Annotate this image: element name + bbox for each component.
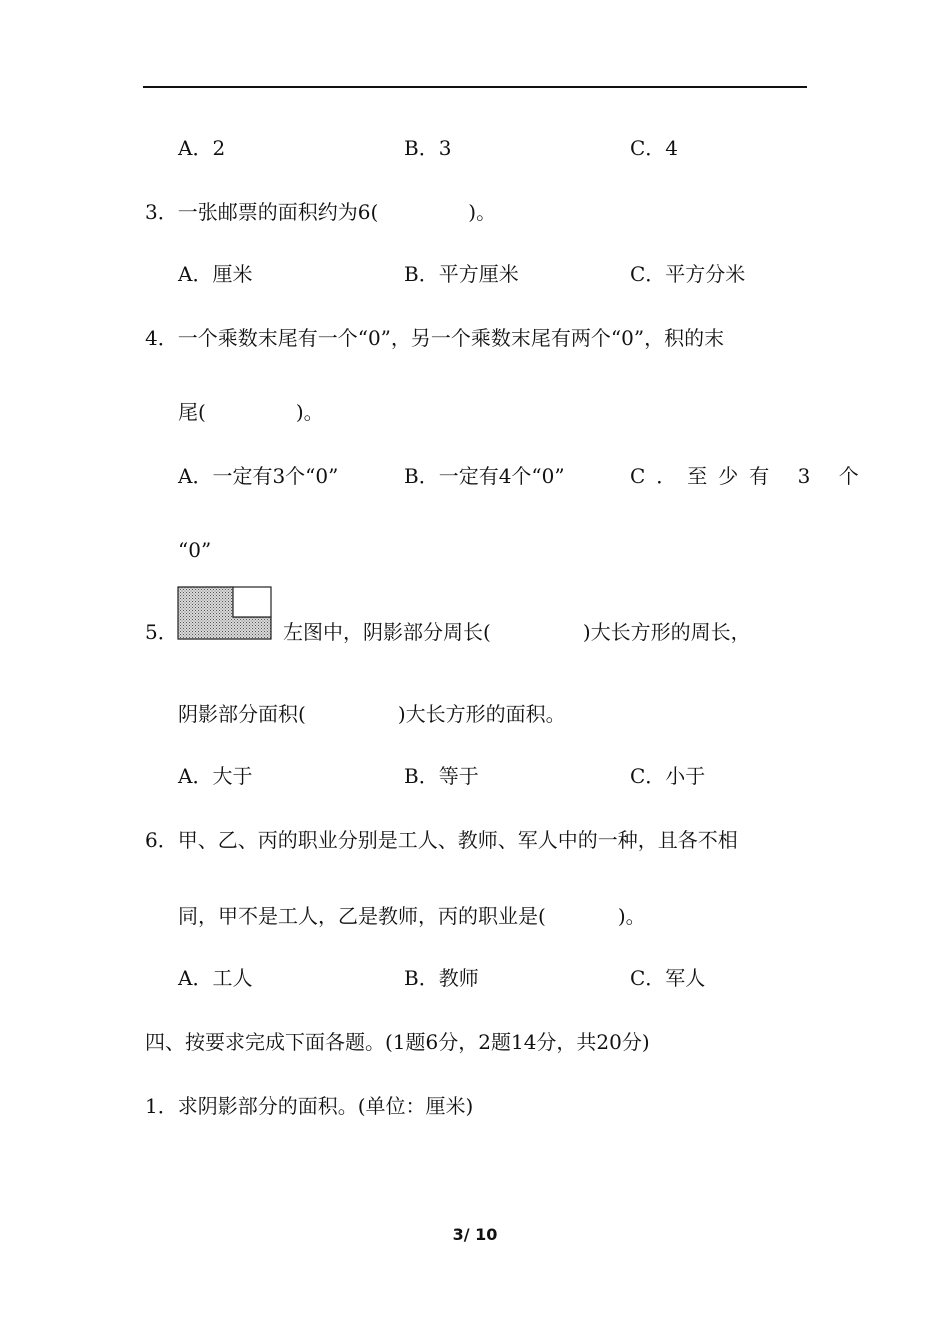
q2-option-b: B．3 (404, 136, 452, 160)
q4-stem-line2 (178, 400, 324, 424)
q5-stem-text-end: )大长方形的周长， (582, 620, 751, 644)
q4-stem-text: 一个乘数末尾有一个“0”，另一个乘数末尾有两个“0”，积的末 (177, 326, 725, 350)
q3-option-a: A．厘米 (178, 262, 253, 286)
q5-option-a: A．大于 (178, 764, 253, 788)
q3-stem (145, 200, 496, 224)
q6-number: 6． (145, 828, 178, 852)
q5-stem-text: 左图中，阴影部分周长( (283, 620, 491, 644)
q5-stem-line2-text: 阴影部分面积( (178, 702, 306, 726)
shaded-rectangle-figure (177, 586, 272, 640)
s4-q1-stem (145, 1094, 473, 1118)
q4-stem (145, 326, 724, 350)
q3-number: 3． (145, 200, 178, 224)
q5-number: 5． (145, 620, 178, 644)
header-rule (143, 86, 807, 88)
q3-option-c: C．平方分米 (630, 262, 746, 286)
q3-stem-end: )。 (468, 200, 497, 224)
q4-stem-end: )。 (295, 400, 324, 424)
q5-option-b: B．等于 (404, 764, 479, 788)
q4-option-c: C．至少有 3 个 (630, 464, 870, 488)
cut-out-square (233, 587, 271, 617)
q6-option-b: B．教师 (404, 966, 479, 990)
q5-option-c: C．小于 (630, 764, 706, 788)
q6-stem (145, 828, 738, 852)
q4-number: 4． (145, 326, 178, 350)
q4-option-c-cont: “0” (178, 538, 212, 562)
q6-option-a: A．工人 (178, 966, 253, 990)
q3-stem-text: 一张邮票的面积约为6( (177, 200, 379, 224)
page-number: 3/ 10 (452, 1225, 498, 1244)
s4-q1-text: 求阴影部分的面积。(单位：厘米) (177, 1094, 474, 1118)
q5-stem-end: )大长方形的面积。 (397, 702, 566, 726)
q5-stem-line2 (178, 702, 566, 726)
q4-stem-line2-text: 尾( (178, 400, 206, 424)
q5-stem (283, 620, 751, 644)
q2-option-a: A．2 (178, 136, 226, 160)
q3-option-b: B．平方厘米 (404, 262, 519, 286)
q6-stem-end: )。 (617, 904, 646, 928)
q4-option-b: B．一定有4个“0” (404, 464, 565, 488)
q4-option-a: A．一定有3个“0” (178, 464, 339, 488)
q2-option-c: C．4 (630, 136, 679, 160)
q6-stem-line2 (178, 904, 646, 928)
q6-stem-line2-text: 同，甲不是工人，乙是教师，丙的职业是( (178, 904, 546, 928)
s4-q1-number: 1． (145, 1094, 178, 1118)
q6-stem-text: 甲、乙、丙的职业分别是工人、教师、军人中的一种，且各不相 (177, 828, 738, 852)
section-heading: 四、按要求完成下面各题。(1题6分，2题14分，共20分) (145, 1030, 650, 1054)
q6-option-c: C．军人 (630, 966, 706, 990)
